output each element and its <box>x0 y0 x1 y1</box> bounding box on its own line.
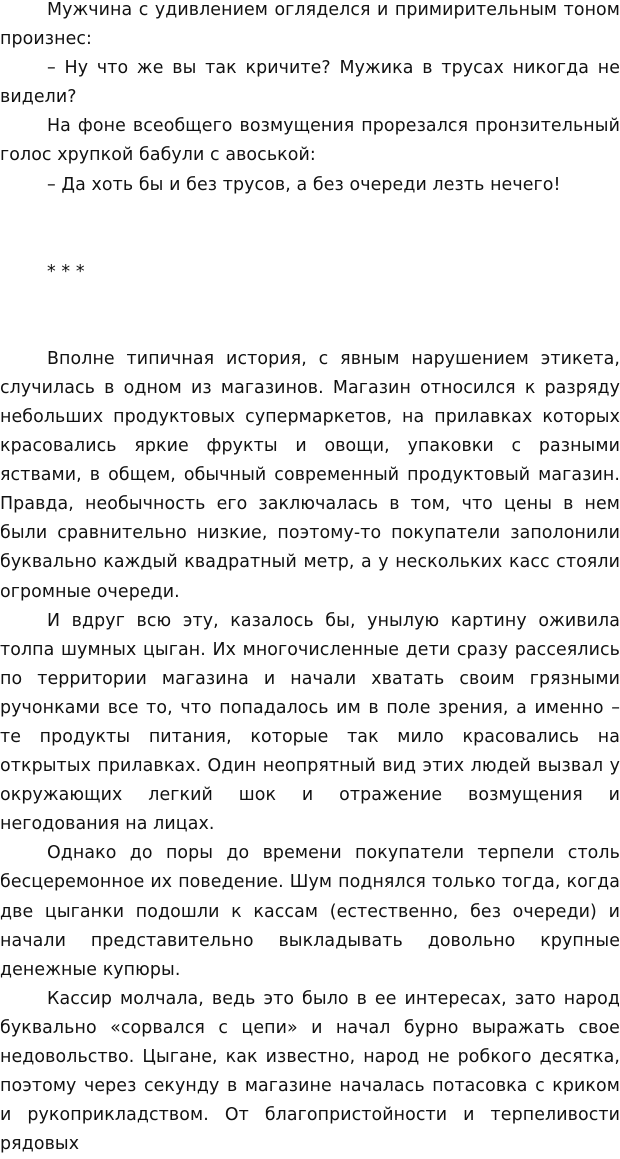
section-gap-bottom <box>0 287 620 345</box>
section-separator: * * * <box>47 261 85 282</box>
paragraph-3: На фоне всеобщего возмущения прорезался пронзительный голос хрупкой бабули с авоськой: <box>0 116 620 166</box>
paragraph-4-dialogue: – Да хоть бы и без трусов, а без очереди лезть нечего! <box>47 174 561 195</box>
paragraph-5: Вполне типичная история, с явным нарушением этикета, случилась в одном из магазинов. Магазин относился к разряду небольших продуктовых супермаркетов, на прилавках которых красовались яркие фрукты и овощи, упаковки с разными яствами, в общем, обычный современный продуктовый магазин. Правда, необычность его заключалась в том, что цены в нем были сравнительно низкие, поэтому-то покупатели заполонили буквально каждый квадратный метр, а у нескольких касс стояли огромные очереди. <box>0 348 620 602</box>
paragraph-6: И вдруг всю эту, казалось бы, унылую картину оживила толпа шумных цыган. Их многочисленные дети сразу рассеялись по территории магазина и начали хватать своим грязными ручонками все то, что попадалось им в поле зрения, а именно – те продукты питания, которые так мило красовались на открытых прилавках. Один неопрятный вид этих людей вызвал у окружающих легкий шок и отражение возмущения и негодования на лицах. <box>0 610 620 835</box>
paragraph-1: Мужчина с удивлением огляделся и примирительным тоном произнес: <box>0 0 620 50</box>
section-gap-top <box>0 200 620 258</box>
paragraph-7: Однако до поры до времени покупатели терпели столь бесцеремонное их поведение. Шум поднялся только тогда, когда две цыганки подошли к кассам (естественно, без очереди) и начали представительно выкладывать довольно крупные денежные купюры. <box>0 843 620 980</box>
paragraph-2-dialogue: – Ну что же вы так кричите? Мужика в трусах никогда не видели? <box>0 58 620 108</box>
paragraph-8: Кассир молчала, ведь это было в ее интересах, зато народ буквально «сорвался с цепи» и начал бурно выражать свое недовольство. Цыгане, как известно, народ не робкого десятка, поэтому через секунду в магазине началась потасовка с криком и рукоприкладством. От благопристойности и терпеливости рядовых <box>0 988 620 1155</box>
